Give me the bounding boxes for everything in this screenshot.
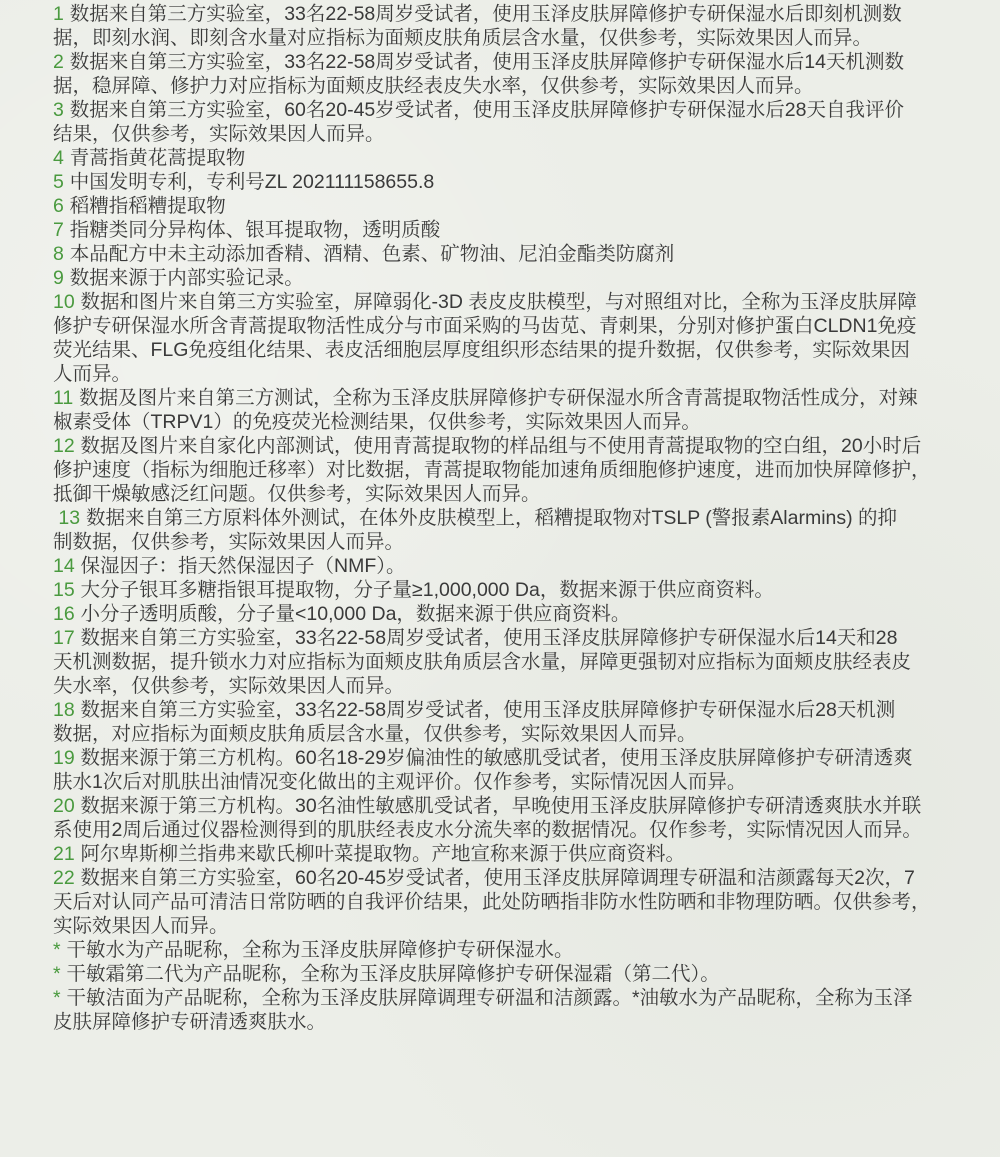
footnote-number: 18 xyxy=(53,699,75,721)
footnote-line xyxy=(53,506,993,530)
footnote-number: 13 xyxy=(53,507,81,529)
footnote-line xyxy=(53,698,993,722)
footnote-text: 制数据，仅供参考，实际效果因人而异。 xyxy=(53,531,405,553)
footnote-text: 天机测数据，提升锁水力对应指标为面颊皮肤角质层含水量，屏障更强韧对应指标为面颊皮肤经表皮 xyxy=(53,651,912,673)
footnote-item xyxy=(53,170,993,194)
footnote-line xyxy=(53,866,993,890)
footnote-text: 保湿因子：指天然保湿因子（NMF）。 xyxy=(80,555,406,577)
footnotes-list xyxy=(53,2,993,1034)
footnote-number: 3 xyxy=(53,99,64,121)
footnote-line xyxy=(53,314,993,338)
footnote-line xyxy=(53,530,993,554)
footnote-item xyxy=(53,794,993,842)
footnote-line xyxy=(53,218,993,242)
footnote-item xyxy=(53,290,993,386)
footnote-text: 结果，仅供参考，实际效果因人而异。 xyxy=(53,123,385,145)
footnote-text: 系使用2周后通过仪器检测得到的肌肤经表皮水分流失率的数据情况。仅作参考，实际情况因人而异。 xyxy=(53,819,922,841)
footnote-line xyxy=(53,50,993,74)
footnote-line xyxy=(53,986,993,1010)
footnote-line xyxy=(53,770,993,794)
footnote-line xyxy=(53,674,993,698)
footnote-line xyxy=(53,1010,993,1034)
footnote-number: 12 xyxy=(53,435,75,457)
footnote-number: 22 xyxy=(53,867,75,889)
footnote-text: 失水率，仅供参考，实际效果因人而异。 xyxy=(53,675,405,697)
footnote-line xyxy=(53,746,993,770)
footnote-line xyxy=(53,482,993,506)
footnote-text: 数据及图片来自家化内部测试，使用青蒿提取物的样品组与不使用青蒿提取物的空白组，20小时后 xyxy=(80,435,922,457)
footnote-line xyxy=(53,362,993,386)
footnote-item xyxy=(53,218,993,242)
footnote-text: 稻糟指稻糟提取物 xyxy=(69,195,226,217)
footnote-text: 数据及图片来自第三方测试，全称为玉泽皮肤屏障修护专研保湿水所含青蒿提取物活性成分，对辣 xyxy=(79,387,918,409)
footnote-number: 6 xyxy=(53,195,64,217)
footnote-number: 20 xyxy=(53,795,75,817)
footnote-text: 阿尔卑斯柳兰指弗来歇氏柳叶菜提取物。产地宣称来源于供应商资料。 xyxy=(80,843,686,865)
footnote-text: 本品配方中未主动添加香精、酒精、色素、矿物油、尼泊金酯类防腐剂 xyxy=(69,243,675,265)
footnote-item xyxy=(53,242,993,266)
footnote-text: 数据来自第三方原料体外测试，在体外皮肤模型上，稻糟提取物对TSLP (警报素Alarmins) 的抑 xyxy=(85,507,898,529)
footnote-text: 实际效果因人而异。 xyxy=(53,915,229,937)
footnote-text: 中国发明专利，专利号ZL 202111158655.8 xyxy=(69,171,435,193)
footnote-text: 数据来源于第三方机构。30名油性敏感肌受试者，早晚使用玉泽皮肤屏障修护专研清透爽肤水并联 xyxy=(80,795,922,817)
footnote-item xyxy=(53,434,993,506)
footnote-line xyxy=(53,242,993,266)
footnote-text: 据，即刻水润、即刻含水量对应指标为面颊皮肤角质层含水量，仅供参考，实际效果因人而异。 xyxy=(53,27,873,49)
footnote-text: 数据和图片来自第三方实验室，屏障弱化-3D 表皮皮肤模型，与对照组对比，全称为玉泽皮肤屏障 xyxy=(80,291,917,313)
footnote-line xyxy=(53,458,993,482)
footnote-item xyxy=(53,602,993,626)
footnote-line xyxy=(53,98,993,122)
footnote-text: 青蒿指黄花蒿提取物 xyxy=(69,147,246,169)
footnote-item xyxy=(53,866,993,938)
footnote-text: 指糖类同分异构体、银耳提取物，透明质酸 xyxy=(69,219,441,241)
footnote-line xyxy=(53,26,993,50)
footnote-text: 数据来自第三方实验室，33名22-58周岁受试者，使用玉泽皮肤屏障修护专研保湿水后即刻机测数 xyxy=(69,3,902,25)
footnote-item xyxy=(53,578,993,602)
footnote-text: 小分子透明质酸，分子量<10,000 Da，数据来源于供应商资料。 xyxy=(80,603,631,625)
footnote-number: 4 xyxy=(53,147,64,169)
footnote-number: 9 xyxy=(53,267,64,289)
footnote-item xyxy=(53,698,993,746)
footnote-line xyxy=(53,578,993,602)
footnote-number: 11 xyxy=(53,387,74,409)
footnote-number: 21 xyxy=(53,843,75,865)
footnote-line xyxy=(53,818,993,842)
footnote-line xyxy=(53,626,993,650)
footnote-text: 数据来自第三方实验室，33名22-58周岁受试者，使用玉泽皮肤屏障修护专研保湿水后14天机测数 xyxy=(69,51,904,73)
footnote-item xyxy=(53,842,993,866)
footnote-item xyxy=(53,746,993,794)
footnote-number: 15 xyxy=(53,579,75,601)
footnote-line xyxy=(53,386,993,410)
footnote-line xyxy=(53,2,993,26)
footnote-item xyxy=(53,962,993,986)
footnote-line xyxy=(53,122,993,146)
footnote-text: 数据来自第三方实验室，60名20-45岁受试者，使用玉泽皮肤屏障调理专研温和洁颜露每天2次，7 xyxy=(80,867,915,889)
footnote-line xyxy=(53,962,993,986)
footnote-text: 抵御干燥敏感泛红问题。仅供参考，实际效果因人而异。 xyxy=(53,483,541,505)
footnote-number: * xyxy=(53,987,61,1009)
footnote-item xyxy=(53,2,993,50)
footnote-line xyxy=(53,434,993,458)
footnote-item xyxy=(53,266,993,290)
footnote-line xyxy=(53,722,993,746)
footnote-number: * xyxy=(53,963,61,985)
footnote-line xyxy=(53,266,993,290)
footnote-item xyxy=(53,98,993,146)
footnote-text: 干敏水为产品昵称，全称为玉泽皮肤屏障修护专研保湿水。 xyxy=(66,939,574,961)
footnote-number: 17 xyxy=(53,627,75,649)
footnote-item xyxy=(53,50,993,98)
footnote-line xyxy=(53,338,993,362)
footnote-item xyxy=(53,554,993,578)
footnote-number: 10 xyxy=(53,291,75,313)
footnote-item xyxy=(53,626,993,698)
footnote-line xyxy=(53,554,993,578)
footnote-text: 肤水1次后对肌肤出油情况变化做出的主观评价。仅作参考，实际情况因人而异。 xyxy=(53,771,747,793)
footnote-number: 2 xyxy=(53,51,64,73)
footnote-line xyxy=(53,650,993,674)
footnote-number: 16 xyxy=(53,603,75,625)
footnote-number: 1 xyxy=(53,3,64,25)
footnote-text: 数据来源于第三方机构。60名18-29岁偏油性的敏感肌受试者，使用玉泽皮肤屏障修护专研清透爽 xyxy=(80,747,913,769)
footnote-line xyxy=(53,290,993,314)
footnote-item xyxy=(53,386,993,434)
footnote-line xyxy=(53,602,993,626)
footnote-item xyxy=(53,146,993,170)
footnote-item xyxy=(53,194,993,218)
footnote-text: 椒素受体（TRPV1）的免疫荧光检测结果，仅供参考，实际效果因人而异。 xyxy=(53,411,701,433)
footnote-line xyxy=(53,914,993,938)
footnote-number: * xyxy=(53,939,61,961)
footnote-number: 5 xyxy=(53,171,64,193)
footnote-line xyxy=(53,170,993,194)
footnote-text: 修护速度（指标为细胞迁移率）对比数据，青蒿提取物能加速角质细胞修护速度，进而加快屏障修护， xyxy=(53,459,931,481)
footnote-number: 19 xyxy=(53,747,75,769)
footnote-number: 7 xyxy=(53,219,64,241)
footnote-text: 天后对认同产品可清洁日常防晒的自我评价结果，此处防晒指非防水性防晒和非物理防晒。仅供参考， xyxy=(53,891,931,913)
footnote-item xyxy=(53,938,993,962)
footnote-item xyxy=(53,506,993,554)
footnote-text: 数据，对应指标为面颊皮肤角质层含水量，仅供参考，实际效果因人而异。 xyxy=(53,723,697,745)
footnote-text: 数据来自第三方实验室，33名22-58周岁受试者，使用玉泽皮肤屏障修护专研保湿水后14天和28 xyxy=(80,627,898,649)
footnote-text: 干敏洁面为产品昵称，全称为玉泽皮肤屏障调理专研温和洁颜露。*油敏水为产品昵称，全称为玉泽 xyxy=(66,987,913,1009)
footnote-text: 人而异。 xyxy=(53,363,132,385)
footnote-text: 荧光结果、FLG免疫组化结果、表皮活细胞层厚度组织形态结果的提升数据，仅供参考，实际效果因 xyxy=(53,339,910,361)
footnote-line xyxy=(53,842,993,866)
footnote-number: 8 xyxy=(53,243,64,265)
footnote-item xyxy=(53,986,993,1034)
footnote-text: 大分子银耳多糖指银耳提取物，分子量≥1,000,000 Da，数据来源于供应商资料。 xyxy=(80,579,774,601)
footnote-text: 修护专研保湿水所含青蒿提取物活性成分与市面采购的马齿苋、青刺果，分别对修护蛋白CLDN1免疫 xyxy=(53,315,917,337)
footnote-text: 数据来自第三方实验室，60名20-45岁受试者，使用玉泽皮肤屏障修护专研保湿水后28天自我评价 xyxy=(69,99,904,121)
footnote-line xyxy=(53,794,993,818)
footnote-line xyxy=(53,74,993,98)
footnote-line xyxy=(53,146,993,170)
footnote-text: 数据来自第三方实验室，33名22-58周岁受试者，使用玉泽皮肤屏障修护专研保湿水后28天机测 xyxy=(80,699,896,721)
footnote-line xyxy=(53,938,993,962)
footnote-line xyxy=(53,890,993,914)
footnote-number: 14 xyxy=(53,555,75,577)
footnote-text: 数据来源于内部实验记录。 xyxy=(69,267,304,289)
footnote-line xyxy=(53,410,993,434)
footnote-text: 干敏霜第二代为产品昵称，全称为玉泽皮肤屏障修护专研保湿霜（第二代）。 xyxy=(66,963,720,985)
footnote-text: 据，稳屏障、修护力对应指标为面颊皮肤经表皮失水率，仅供参考，实际效果因人而异。 xyxy=(53,75,814,97)
footnote-text: 皮肤屏障修护专研清透爽肤水。 xyxy=(53,1011,327,1033)
footnote-line xyxy=(53,194,993,218)
